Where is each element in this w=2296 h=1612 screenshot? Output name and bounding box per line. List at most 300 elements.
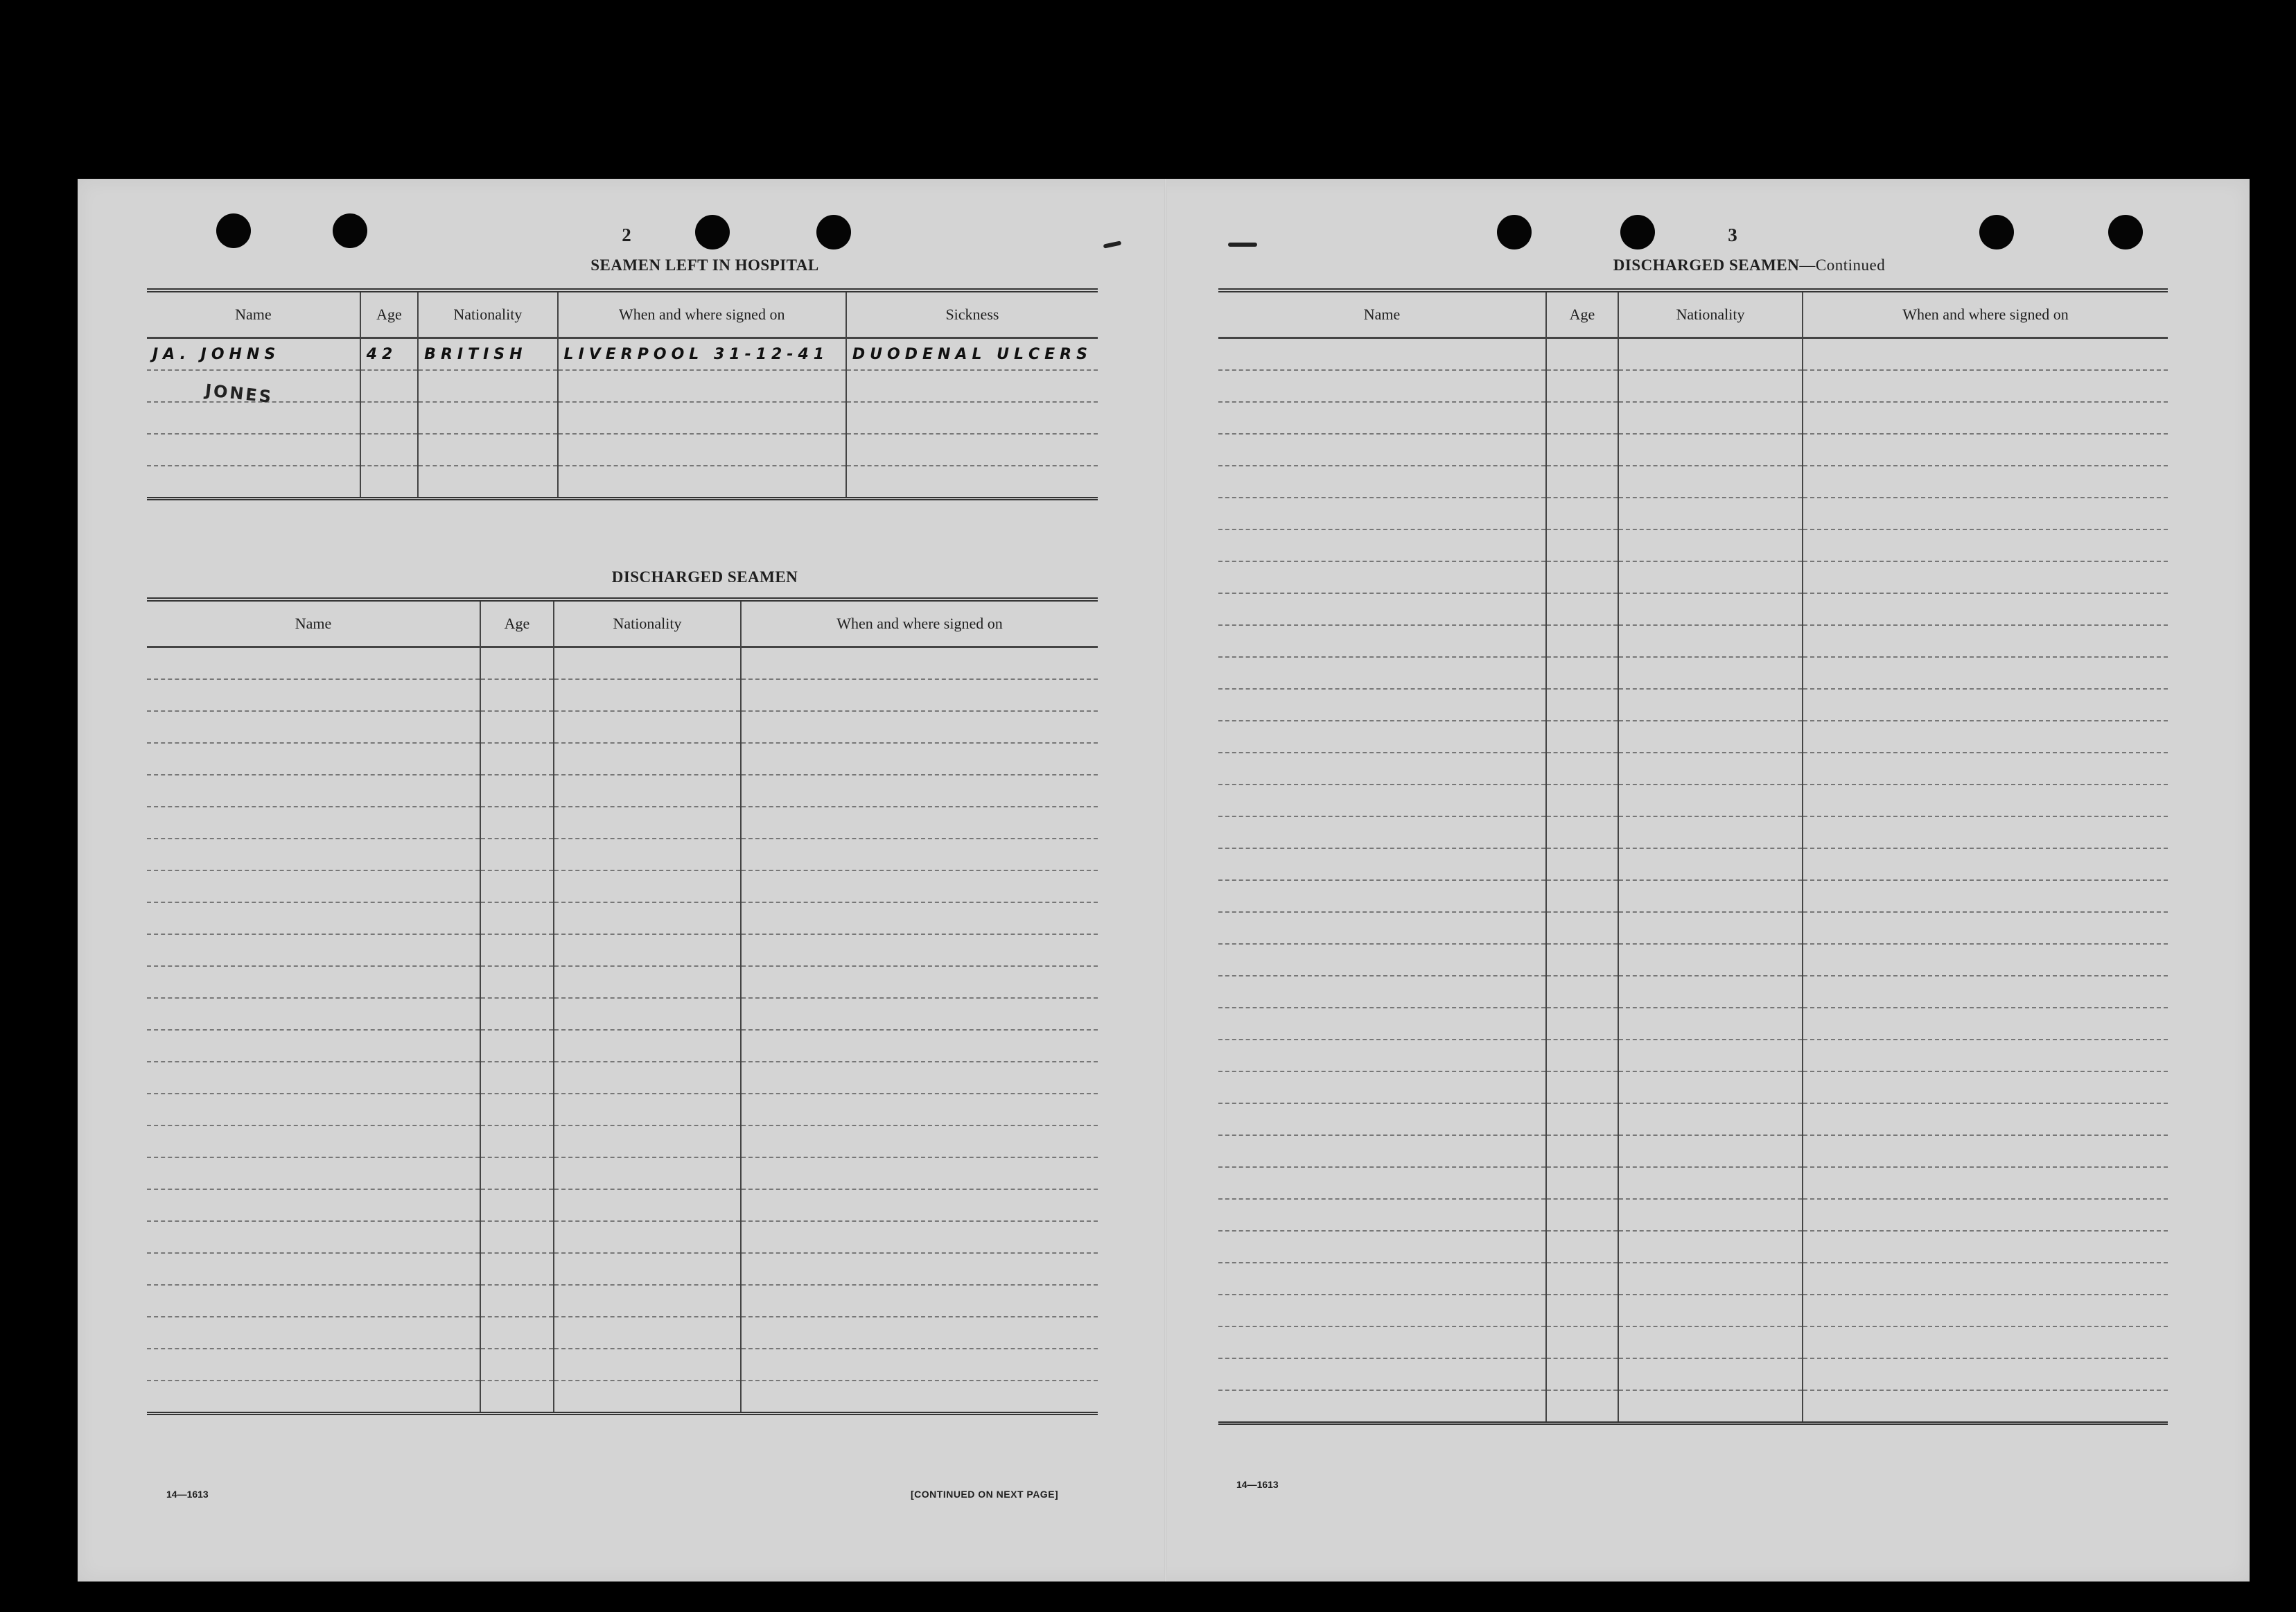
table-cell [147, 775, 480, 807]
table-cell [147, 1157, 480, 1189]
table-cell [741, 1285, 1098, 1317]
table-cell [1546, 1103, 1618, 1135]
table-cell [554, 679, 741, 711]
table-cell: JA. JOHNS [147, 338, 360, 371]
table-cell [558, 466, 846, 499]
table-row [147, 1094, 1098, 1125]
table-cell [147, 434, 360, 466]
document-sheet [78, 179, 2250, 1582]
table-row [1218, 848, 2168, 880]
table-cell [1803, 625, 2168, 657]
table-cell [1546, 785, 1618, 816]
table-cell [1803, 338, 2168, 371]
table-cell [1218, 944, 1546, 976]
table-cell [1618, 1135, 1803, 1167]
punch-hole [695, 215, 730, 249]
table-cell [1803, 1135, 2168, 1167]
table-cell [418, 466, 557, 499]
table-cell [554, 839, 741, 870]
table-cell [1218, 561, 1546, 593]
table-cell [1618, 785, 1803, 816]
table-cell [846, 434, 1098, 466]
table-cell [1546, 625, 1618, 657]
table-cell [418, 370, 557, 402]
table-row [147, 839, 1098, 870]
table-cell [1618, 976, 1803, 1008]
table-row [1218, 912, 2168, 944]
table-cell [480, 743, 554, 775]
col-header-signed-on: When and where signed on [558, 290, 846, 338]
handwritten-name-note: JONES [204, 380, 274, 408]
table-cell [1546, 753, 1618, 785]
table-row [147, 679, 1098, 711]
table-cell [147, 1125, 480, 1157]
left-page [78, 179, 1164, 1582]
table-cell [554, 647, 741, 680]
table-cell [1803, 753, 2168, 785]
table-cell [554, 1317, 741, 1349]
table-cell [741, 1094, 1098, 1125]
table-cell [1618, 1103, 1803, 1135]
col-header-nationality: Nationality [554, 599, 741, 647]
table-cell [1546, 976, 1618, 1008]
table-cell [1546, 848, 1618, 880]
table-cell [1618, 689, 1803, 721]
table-cell [480, 775, 554, 807]
table-cell [1803, 402, 2168, 434]
punch-hole [333, 213, 367, 248]
table-cell [1218, 1326, 1546, 1358]
table-cell [554, 1381, 741, 1414]
table-cell [554, 1062, 741, 1094]
title-main: DISCHARGED SEAMEN [1613, 256, 1800, 274]
table-cell [480, 647, 554, 680]
table-cell [1546, 1040, 1618, 1071]
table-cell [1618, 466, 1803, 498]
table-cell [554, 1253, 741, 1285]
table-cell [1218, 593, 1546, 625]
table-cell [480, 1285, 554, 1317]
table-cell [1803, 689, 2168, 721]
table-row [1218, 1358, 2168, 1390]
table-cell [554, 1030, 741, 1062]
table-cell [554, 1349, 741, 1381]
table-row [1218, 498, 2168, 529]
table-cell [554, 1125, 741, 1157]
hospital-table [147, 288, 1098, 500]
table-row [147, 1030, 1098, 1062]
table-cell [480, 1062, 554, 1094]
table-cell [1803, 721, 2168, 753]
table-cell [480, 998, 554, 1030]
table-row [147, 338, 1098, 371]
table-cell [1803, 944, 2168, 976]
table-row [1218, 657, 2168, 689]
table-cell [1618, 625, 1803, 657]
table-cell [554, 743, 741, 775]
table-row [1218, 1231, 2168, 1263]
table-row [147, 743, 1098, 775]
table-cell [1218, 434, 1546, 466]
table-row [147, 1253, 1098, 1285]
punch-hole [1979, 215, 2014, 249]
table-cell [1218, 625, 1546, 657]
table-cell [480, 1221, 554, 1253]
table-cell [480, 1189, 554, 1221]
table-row [1218, 561, 2168, 593]
table-row [1218, 1135, 2168, 1167]
table-cell [1546, 1199, 1618, 1231]
table-cell [147, 934, 480, 966]
table-cell [1803, 434, 2168, 466]
table-cell [741, 1381, 1098, 1414]
table-cell [741, 870, 1098, 902]
table-cell [147, 902, 480, 934]
table-cell [554, 1189, 741, 1221]
table-cell [741, 934, 1098, 966]
table-row [147, 1381, 1098, 1414]
table-cell [1546, 1167, 1618, 1199]
hospital-section-title: SEAMEN LEFT IN HOSPITAL [590, 256, 819, 274]
table-cell [480, 1253, 554, 1285]
table-cell [360, 402, 418, 434]
table-cell [147, 1030, 480, 1062]
table-cell [741, 902, 1098, 934]
table-cell [1618, 1008, 1803, 1040]
punch-hole [2108, 215, 2143, 249]
table-row [1218, 721, 2168, 753]
table-cell [554, 966, 741, 998]
col-header-age: Age [360, 290, 418, 338]
table-cell [147, 1094, 480, 1125]
table-cell [1546, 689, 1618, 721]
table-cell [554, 1285, 741, 1317]
table-row [147, 1189, 1098, 1221]
stray-mark [1103, 240, 1122, 248]
table-cell [1546, 1390, 1618, 1423]
table-row [1218, 593, 2168, 625]
table-row [147, 1317, 1098, 1349]
table-cell [554, 902, 741, 934]
table-cell [1803, 1071, 2168, 1103]
col-header-nationality: Nationality [418, 290, 557, 338]
table-cell [360, 370, 418, 402]
table-row [147, 966, 1098, 998]
table-cell [480, 966, 554, 998]
table-cell [1803, 657, 2168, 689]
table-cell [1618, 1040, 1803, 1071]
table-cell [1218, 1103, 1546, 1135]
table-cell [147, 1349, 480, 1381]
table-row [1218, 1167, 2168, 1199]
table-cell [1618, 1263, 1803, 1295]
table-row [147, 807, 1098, 839]
table-cell [1218, 816, 1546, 848]
table-cell [1218, 466, 1546, 498]
table-cell [147, 679, 480, 711]
table-cell [1546, 529, 1618, 561]
table-cell [741, 1349, 1098, 1381]
table-cell [741, 1157, 1098, 1189]
table-cell [1546, 561, 1618, 593]
table-row [1218, 1390, 2168, 1423]
table-cell [741, 1189, 1098, 1221]
table-cell [741, 1030, 1098, 1062]
table-row [1218, 434, 2168, 466]
table-cell [741, 647, 1098, 680]
table-cell [1218, 848, 1546, 880]
table-cell [558, 370, 846, 402]
table-cell [480, 1157, 554, 1189]
col-header-signed-on: When and where signed on [741, 599, 1098, 647]
table-cell [554, 775, 741, 807]
table-row [1218, 625, 2168, 657]
table-cell [1618, 848, 1803, 880]
table-cell [147, 466, 360, 499]
table-cell [1803, 976, 2168, 1008]
table-cell [1618, 498, 1803, 529]
table-cell [1546, 657, 1618, 689]
table-row [147, 466, 1098, 499]
table-cell [741, 807, 1098, 839]
table-cell [1618, 561, 1803, 593]
table-cell [1218, 1167, 1546, 1199]
table-cell [1218, 1390, 1546, 1423]
col-header-sickness: Sickness [846, 290, 1098, 338]
table-cell [554, 998, 741, 1030]
punch-hole [216, 213, 251, 248]
table-cell [1803, 880, 2168, 912]
table-row [147, 1125, 1098, 1157]
table-row [1218, 880, 2168, 912]
table-cell [1803, 498, 2168, 529]
page-number: 2 [622, 225, 631, 245]
col-header-name: Name [147, 290, 360, 338]
table-cell [1803, 593, 2168, 625]
table-cell [1546, 944, 1618, 976]
table-cell [1803, 1326, 2168, 1358]
table-cell [554, 934, 741, 966]
table-cell [147, 998, 480, 1030]
table-cell [1546, 1326, 1618, 1358]
table-row [1218, 1263, 2168, 1295]
table-cell [480, 1381, 554, 1414]
table-cell [1618, 721, 1803, 753]
table-row [1218, 370, 2168, 402]
table-cell [1803, 912, 2168, 944]
table-row [147, 370, 1098, 402]
table-cell [1546, 1295, 1618, 1326]
table-cell [1218, 1008, 1546, 1040]
table-cell: DUODENAL ULCERS [846, 338, 1098, 371]
table-cell [1218, 912, 1546, 944]
table-row [1218, 1326, 2168, 1358]
table-cell [1218, 1071, 1546, 1103]
table-cell [1803, 1040, 2168, 1071]
table-cell [1218, 1135, 1546, 1167]
table-cell [480, 711, 554, 743]
table-row [1218, 1199, 2168, 1231]
table-row [1218, 1071, 2168, 1103]
table-row [147, 902, 1098, 934]
table-cell [147, 711, 480, 743]
table-cell [554, 870, 741, 902]
table-cell [1218, 529, 1546, 561]
table-cell [480, 902, 554, 934]
table-cell [1618, 1199, 1803, 1231]
table-cell [1546, 402, 1618, 434]
table-row [147, 711, 1098, 743]
table-cell [1803, 1103, 2168, 1135]
table-cell [147, 647, 480, 680]
table-cell [741, 1317, 1098, 1349]
discharged-continued-title [1472, 256, 2026, 274]
col-header-age: Age [480, 599, 554, 647]
table-cell [1618, 1390, 1803, 1423]
table-cell [558, 402, 846, 434]
table-cell [846, 370, 1098, 402]
table-row [1218, 1103, 2168, 1135]
table-cell [1218, 1263, 1546, 1295]
table-cell [741, 1253, 1098, 1285]
table-cell [741, 775, 1098, 807]
table-cell [1546, 1008, 1618, 1040]
punch-hole [1620, 215, 1655, 249]
table-cell [1618, 1326, 1803, 1358]
table-cell [1218, 1358, 1546, 1390]
table-cell [147, 1381, 480, 1414]
table-row [1218, 1295, 2168, 1326]
title-suffix: —Continued [1799, 256, 1886, 274]
discharged-table-left [147, 597, 1098, 1415]
table-cell [1546, 912, 1618, 944]
table-cell [741, 743, 1098, 775]
table-cell [1218, 1040, 1546, 1071]
table-cell [1546, 721, 1618, 753]
table-cell [1803, 1358, 2168, 1390]
table-cell [1618, 1167, 1803, 1199]
table-cell [1546, 1358, 1618, 1390]
table-row [1218, 1008, 2168, 1040]
table-cell [741, 1062, 1098, 1094]
table-cell [1618, 338, 1803, 371]
table-cell [1218, 657, 1546, 689]
table-cell [554, 1094, 741, 1125]
table-cell [741, 711, 1098, 743]
page-number: 3 [1728, 225, 1737, 245]
table-row [147, 998, 1098, 1030]
table-cell [147, 743, 480, 775]
table-cell [147, 807, 480, 839]
col-header-signed-on: When and where signed on [1803, 290, 2168, 338]
table-cell [480, 807, 554, 839]
table-cell [480, 1094, 554, 1125]
table-cell [147, 1285, 480, 1317]
table-cell [147, 1221, 480, 1253]
table-cell [147, 1253, 480, 1285]
table-cell [741, 839, 1098, 870]
table-cell [1803, 1295, 2168, 1326]
table-row [1218, 976, 2168, 1008]
continued-note: [CONTINUED ON NEXT PAGE] [911, 1489, 1059, 1500]
table-cell [1218, 880, 1546, 912]
table-cell [1218, 498, 1546, 529]
table-row [1218, 338, 2168, 371]
table-cell [741, 1221, 1098, 1253]
table-row [147, 934, 1098, 966]
table-cell [1546, 466, 1618, 498]
table-row [1218, 753, 2168, 785]
table-cell [1618, 402, 1803, 434]
table-row [147, 402, 1098, 434]
table-cell [1618, 912, 1803, 944]
table-cell [1218, 402, 1546, 434]
col-header-name: Name [1218, 290, 1546, 338]
table-row [1218, 1040, 2168, 1071]
table-cell [1803, 848, 2168, 880]
table-cell [1803, 561, 2168, 593]
table-cell [418, 402, 557, 434]
table-cell [1803, 816, 2168, 848]
table-cell [1803, 466, 2168, 498]
table-cell [1618, 1295, 1803, 1326]
table-cell [846, 402, 1098, 434]
table-cell [1546, 1071, 1618, 1103]
table-cell [480, 1030, 554, 1062]
table-row [1218, 944, 2168, 976]
table-cell [741, 1125, 1098, 1157]
table-cell [558, 434, 846, 466]
table-cell [1218, 1295, 1546, 1326]
table-row [1218, 785, 2168, 816]
table-row [1218, 529, 2168, 561]
table-cell [1618, 529, 1803, 561]
table-cell [1618, 1071, 1803, 1103]
table-cell [147, 402, 360, 434]
table-cell [147, 1189, 480, 1221]
table-cell [147, 1062, 480, 1094]
table-cell [147, 1317, 480, 1349]
form-number: 14—1613 [1236, 1479, 1279, 1490]
table-row [147, 434, 1098, 466]
table-row [147, 870, 1098, 902]
table-cell [741, 998, 1098, 1030]
table-cell [1218, 785, 1546, 816]
table-row [147, 775, 1098, 807]
table-row [147, 647, 1098, 680]
table-row [1218, 402, 2168, 434]
table-row [1218, 689, 2168, 721]
table-cell [1218, 1199, 1546, 1231]
table-cell [480, 839, 554, 870]
stray-mark [1228, 243, 1257, 247]
table-cell [1546, 1231, 1618, 1263]
table-cell [1618, 434, 1803, 466]
table-cell [1546, 880, 1618, 912]
table-cell [1618, 370, 1803, 402]
table-cell [1618, 816, 1803, 848]
table-row [147, 1221, 1098, 1253]
table-cell [1803, 1199, 2168, 1231]
table-cell [1618, 593, 1803, 625]
table-cell [1803, 1390, 2168, 1423]
table-cell [480, 679, 554, 711]
table-row [1218, 816, 2168, 848]
table-cell [360, 434, 418, 466]
table-cell [1618, 944, 1803, 976]
table-cell [1803, 1231, 2168, 1263]
col-header-age: Age [1546, 290, 1618, 338]
